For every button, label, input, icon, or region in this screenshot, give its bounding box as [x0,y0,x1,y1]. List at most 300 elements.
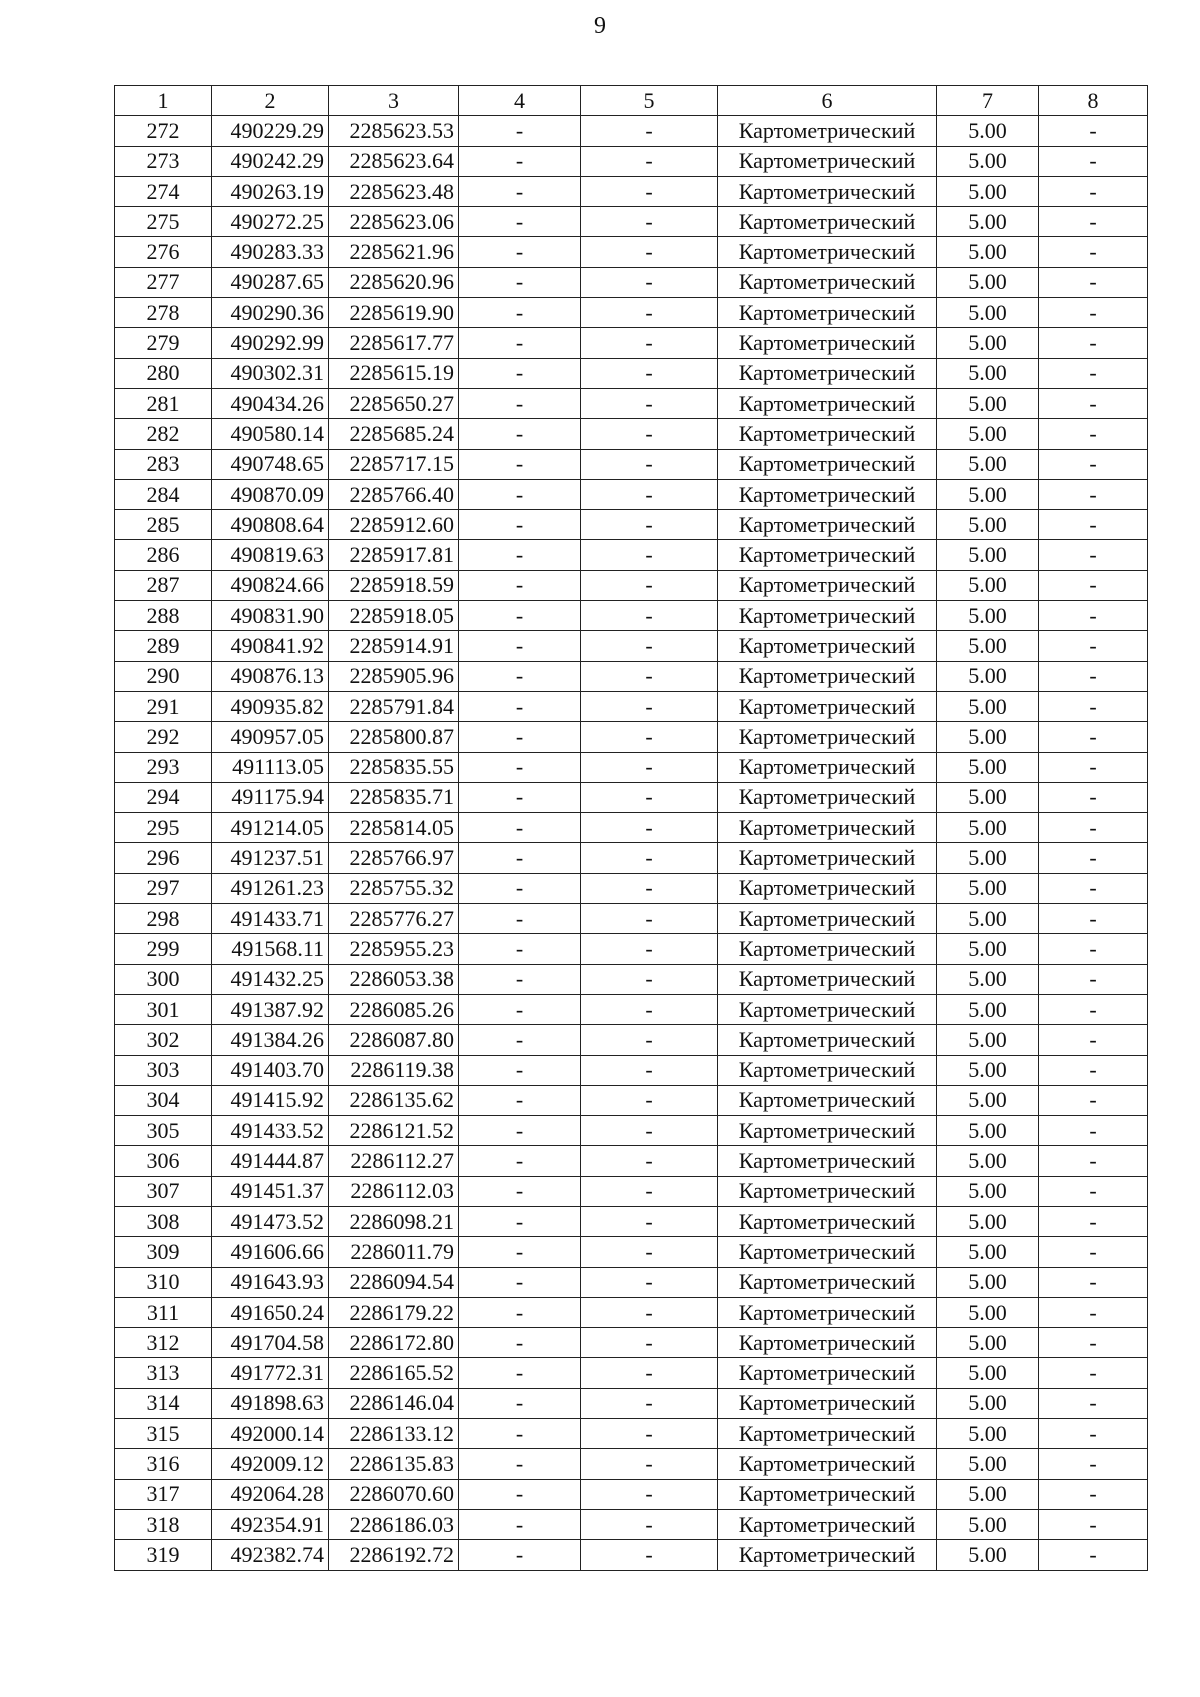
x-coordinate-cell: 490302.31 [212,358,329,388]
y-coordinate-cell: 2285791.84 [329,691,459,721]
method-cell: Картометрический [718,964,937,994]
point-number-cell: 318 [115,1509,212,1539]
accuracy-cell: 5.00 [937,419,1039,449]
point-number-cell: 310 [115,1267,212,1297]
accuracy-cell: 5.00 [937,146,1039,176]
y-coordinate-cell: 2285835.55 [329,752,459,782]
point-number-cell: 317 [115,1479,212,1509]
accuracy-cell: 5.00 [937,1146,1039,1176]
table-row [115,146,1148,176]
accuracy-cell: 5.00 [937,1479,1039,1509]
method-cell: Картометрический [718,994,937,1024]
point-number-cell: 294 [115,782,212,812]
y-coordinate-cell: 2286172.80 [329,1328,459,1358]
column-5-cell: - [581,419,718,449]
accuracy-cell: 5.00 [937,1267,1039,1297]
y-coordinate-cell: 2285623.48 [329,176,459,206]
column-8-cell: - [1039,146,1148,176]
method-cell: Картометрический [718,176,937,206]
column-5-cell: - [581,570,718,600]
table-row [115,813,1148,843]
point-number-cell: 275 [115,207,212,237]
x-coordinate-cell: 492064.28 [212,1479,329,1509]
x-coordinate-cell: 490290.36 [212,298,329,328]
column-5-cell: - [581,1540,718,1570]
method-cell: Картометрический [718,328,937,358]
accuracy-cell: 5.00 [937,358,1039,388]
column-4-cell: - [459,873,581,903]
table-row [115,722,1148,752]
table-row [115,479,1148,509]
column-4-cell: - [459,328,581,358]
column-5-cell: - [581,1267,718,1297]
point-number-cell: 291 [115,691,212,721]
x-coordinate-cell: 491451.37 [212,1176,329,1206]
method-cell: Картометрический [718,1206,937,1236]
table-row [115,1146,1148,1176]
column-5-cell: - [581,388,718,418]
column-4-cell: - [459,267,581,297]
method-cell: Картометрический [718,1479,937,1509]
column-8-cell: - [1039,752,1148,782]
point-number-cell: 293 [115,752,212,782]
x-coordinate-cell: 491433.71 [212,904,329,934]
column-header: 3 [329,86,459,116]
accuracy-cell: 5.00 [937,388,1039,418]
y-coordinate-cell: 2286011.79 [329,1237,459,1267]
column-4-cell: - [459,752,581,782]
x-coordinate-cell: 490876.13 [212,661,329,691]
y-coordinate-cell: 2286087.80 [329,1025,459,1055]
column-8-cell: - [1039,661,1148,691]
x-coordinate-cell: 490283.33 [212,237,329,267]
method-cell: Картометрический [718,1055,937,1085]
y-coordinate-cell: 2286119.38 [329,1055,459,1085]
y-coordinate-cell: 2285685.24 [329,419,459,449]
accuracy-cell: 5.00 [937,1206,1039,1236]
table-row [115,1025,1148,1055]
column-4-cell: - [459,1509,581,1539]
x-coordinate-cell: 490580.14 [212,419,329,449]
column-4-cell: - [459,1328,581,1358]
accuracy-cell: 5.00 [937,1085,1039,1115]
column-header: 8 [1039,86,1148,116]
y-coordinate-cell: 2285955.23 [329,934,459,964]
y-coordinate-cell: 2285776.27 [329,904,459,934]
column-8-cell: - [1039,691,1148,721]
accuracy-cell: 5.00 [937,661,1039,691]
accuracy-cell: 5.00 [937,843,1039,873]
table-row [115,964,1148,994]
column-5-cell: - [581,1297,718,1327]
column-5-cell: - [581,904,718,934]
accuracy-cell: 5.00 [937,1055,1039,1085]
method-cell: Картометрический [718,873,937,903]
accuracy-cell: 5.00 [937,631,1039,661]
column-8-cell: - [1039,1267,1148,1297]
table-row [115,601,1148,631]
table-row [115,691,1148,721]
column-5-cell: - [581,146,718,176]
method-cell: Картометрический [718,1146,937,1176]
y-coordinate-cell: 2285800.87 [329,722,459,752]
accuracy-cell: 5.00 [937,116,1039,146]
method-cell: Картометрический [718,146,937,176]
accuracy-cell: 5.00 [937,479,1039,509]
x-coordinate-cell: 491473.52 [212,1206,329,1236]
column-5-cell: - [581,540,718,570]
column-4-cell: - [459,691,581,721]
column-5-cell: - [581,116,718,146]
accuracy-cell: 5.00 [937,691,1039,721]
table-row [115,1449,1148,1479]
column-5-cell: - [581,328,718,358]
table-row [115,540,1148,570]
table-row [115,1176,1148,1206]
column-8-cell: - [1039,1025,1148,1055]
point-number-cell: 299 [115,934,212,964]
x-coordinate-cell: 491415.92 [212,1085,329,1115]
accuracy-cell: 5.00 [937,1116,1039,1146]
table-row [115,843,1148,873]
column-8-cell: - [1039,1206,1148,1236]
column-8-cell: - [1039,358,1148,388]
column-4-cell: - [459,1085,581,1115]
x-coordinate-cell: 492009.12 [212,1449,329,1479]
column-8-cell: - [1039,328,1148,358]
column-4-cell: - [459,1358,581,1388]
point-number-cell: 306 [115,1146,212,1176]
column-4-cell: - [459,964,581,994]
column-5-cell: - [581,1055,718,1085]
point-number-cell: 309 [115,1237,212,1267]
x-coordinate-cell: 490841.92 [212,631,329,661]
method-cell: Картометрический [718,631,937,661]
column-4-cell: - [459,1449,581,1479]
column-4-cell: - [459,1055,581,1085]
method-cell: Картометрический [718,1509,937,1539]
y-coordinate-cell: 2285766.40 [329,479,459,509]
accuracy-cell: 5.00 [937,1449,1039,1479]
accuracy-cell: 5.00 [937,722,1039,752]
x-coordinate-cell: 491175.94 [212,782,329,812]
method-cell: Картометрический [718,904,937,934]
table-row [115,1055,1148,1085]
column-4-cell: - [459,934,581,964]
accuracy-cell: 5.00 [937,964,1039,994]
column-8-cell: - [1039,964,1148,994]
y-coordinate-cell: 2286146.04 [329,1388,459,1418]
column-4-cell: - [459,1206,581,1236]
y-coordinate-cell: 2286070.60 [329,1479,459,1509]
column-5-cell: - [581,358,718,388]
accuracy-cell: 5.00 [937,237,1039,267]
accuracy-cell: 5.00 [937,1297,1039,1327]
table-row [115,1509,1148,1539]
column-8-cell: - [1039,207,1148,237]
method-cell: Картометрический [718,1085,937,1115]
accuracy-cell: 5.00 [937,994,1039,1024]
column-8-cell: - [1039,479,1148,509]
method-cell: Картометрический [718,1237,937,1267]
table-row [115,510,1148,540]
column-8-cell: - [1039,1358,1148,1388]
x-coordinate-cell: 490229.29 [212,116,329,146]
method-cell: Картометрический [718,1176,937,1206]
method-cell: Картометрический [718,237,937,267]
column-4-cell: - [459,1025,581,1055]
y-coordinate-cell: 2285623.06 [329,207,459,237]
y-coordinate-cell: 2286135.62 [329,1085,459,1115]
point-number-cell: 314 [115,1388,212,1418]
point-number-cell: 316 [115,1449,212,1479]
point-number-cell: 286 [115,540,212,570]
y-coordinate-cell: 2285623.64 [329,146,459,176]
y-coordinate-cell: 2285717.15 [329,449,459,479]
y-coordinate-cell: 2286053.38 [329,964,459,994]
table-row [115,298,1148,328]
x-coordinate-cell: 490272.25 [212,207,329,237]
column-5-cell: - [581,964,718,994]
x-coordinate-cell: 490957.05 [212,722,329,752]
x-coordinate-cell: 492382.74 [212,1540,329,1570]
point-number-cell: 292 [115,722,212,752]
column-4-cell: - [459,994,581,1024]
method-cell: Картометрический [718,752,937,782]
accuracy-cell: 5.00 [937,782,1039,812]
accuracy-cell: 5.00 [937,813,1039,843]
point-number-cell: 312 [115,1328,212,1358]
x-coordinate-cell: 490292.99 [212,328,329,358]
x-coordinate-cell: 490831.90 [212,601,329,631]
y-coordinate-cell: 2285619.90 [329,298,459,328]
x-coordinate-cell: 491403.70 [212,1055,329,1085]
column-5-cell: - [581,449,718,479]
point-number-cell: 300 [115,964,212,994]
column-4-cell: - [459,237,581,267]
x-coordinate-cell: 490819.63 [212,540,329,570]
column-4-cell: - [459,1116,581,1146]
table-row [115,1206,1148,1236]
column-5-cell: - [581,601,718,631]
point-number-cell: 308 [115,1206,212,1236]
method-cell: Картометрический [718,267,937,297]
table-row [115,661,1148,691]
column-4-cell: - [459,813,581,843]
column-5-cell: - [581,661,718,691]
method-cell: Картометрический [718,1358,937,1388]
accuracy-cell: 5.00 [937,176,1039,206]
column-5-cell: - [581,1025,718,1055]
table-row [115,449,1148,479]
table-row [115,1116,1148,1146]
table-row [115,1388,1148,1418]
column-4-cell: - [459,510,581,540]
column-4-cell: - [459,146,581,176]
method-cell: Картометрический [718,934,937,964]
method-cell: Картометрический [718,601,937,631]
x-coordinate-cell: 490824.66 [212,570,329,600]
column-5-cell: - [581,1146,718,1176]
table-row [115,388,1148,418]
column-5-cell: - [581,1116,718,1146]
table-row [115,419,1148,449]
x-coordinate-cell: 491643.93 [212,1267,329,1297]
table-row [115,782,1148,812]
table-row [115,237,1148,267]
accuracy-cell: 5.00 [937,752,1039,782]
accuracy-cell: 5.00 [937,1509,1039,1539]
table-row [115,1267,1148,1297]
table-row [115,631,1148,661]
point-number-cell: 289 [115,631,212,661]
point-number-cell: 302 [115,1025,212,1055]
x-coordinate-cell: 491772.31 [212,1358,329,1388]
column-5-cell: - [581,994,718,1024]
x-coordinate-cell: 492000.14 [212,1419,329,1449]
y-coordinate-cell: 2285912.60 [329,510,459,540]
method-cell: Картометрический [718,116,937,146]
column-5-cell: - [581,1085,718,1115]
column-8-cell: - [1039,1540,1148,1570]
column-4-cell: - [459,1540,581,1570]
accuracy-cell: 5.00 [937,1540,1039,1570]
column-8-cell: - [1039,782,1148,812]
column-5-cell: - [581,237,718,267]
column-5-cell: - [581,813,718,843]
method-cell: Картометрический [718,510,937,540]
column-4-cell: - [459,1297,581,1327]
x-coordinate-cell: 491704.58 [212,1328,329,1358]
page-number: 9 [594,13,606,39]
column-5-cell: - [581,1328,718,1358]
column-8-cell: - [1039,540,1148,570]
method-cell: Картометрический [718,479,937,509]
column-8-cell: - [1039,419,1148,449]
column-5-cell: - [581,782,718,812]
accuracy-cell: 5.00 [937,540,1039,570]
point-number-cell: 287 [115,570,212,600]
column-4-cell: - [459,1146,581,1176]
y-coordinate-cell: 2285835.71 [329,782,459,812]
column-4-cell: - [459,661,581,691]
table-row [115,994,1148,1024]
x-coordinate-cell: 491113.05 [212,752,329,782]
y-coordinate-cell: 2285766.97 [329,843,459,873]
y-coordinate-cell: 2286179.22 [329,1297,459,1327]
column-8-cell: - [1039,1297,1148,1327]
column-5-cell: - [581,934,718,964]
column-4-cell: - [459,116,581,146]
point-number-cell: 277 [115,267,212,297]
column-8-cell: - [1039,631,1148,661]
y-coordinate-cell: 2285650.27 [329,388,459,418]
column-5-cell: - [581,691,718,721]
column-4-cell: - [459,1419,581,1449]
y-coordinate-cell: 2286165.52 [329,1358,459,1388]
point-number-cell: 278 [115,298,212,328]
column-4-cell: - [459,358,581,388]
accuracy-cell: 5.00 [937,904,1039,934]
method-cell: Картометрический [718,1116,937,1146]
accuracy-cell: 5.00 [937,298,1039,328]
column-8-cell: - [1039,237,1148,267]
column-4-cell: - [459,1176,581,1206]
column-8-cell: - [1039,1146,1148,1176]
method-cell: Картометрический [718,298,937,328]
y-coordinate-cell: 2286192.72 [329,1540,459,1570]
method-cell: Картометрический [718,1388,937,1418]
point-number-cell: 301 [115,994,212,1024]
column-5-cell: - [581,479,718,509]
method-cell: Картометрический [718,1297,937,1327]
point-number-cell: 303 [115,1055,212,1085]
column-5-cell: - [581,176,718,206]
column-4-cell: - [459,1267,581,1297]
table-row [115,1237,1148,1267]
point-number-cell: 274 [115,176,212,206]
column-5-cell: - [581,267,718,297]
column-5-cell: - [581,1206,718,1236]
column-8-cell: - [1039,1449,1148,1479]
column-4-cell: - [459,419,581,449]
y-coordinate-cell: 2286133.12 [329,1419,459,1449]
x-coordinate-cell: 491261.23 [212,873,329,903]
column-8-cell: - [1039,994,1148,1024]
method-cell: Картометрический [718,661,937,691]
table-row [115,1358,1148,1388]
column-5-cell: - [581,1509,718,1539]
table-row [115,1328,1148,1358]
column-5-cell: - [581,1358,718,1388]
point-number-cell: 311 [115,1297,212,1327]
point-number-cell: 296 [115,843,212,873]
method-cell: Картометрический [718,358,937,388]
column-8-cell: - [1039,873,1148,903]
table-body [115,116,1148,1570]
accuracy-cell: 5.00 [937,1237,1039,1267]
column-8-cell: - [1039,176,1148,206]
x-coordinate-cell: 491384.26 [212,1025,329,1055]
column-8-cell: - [1039,116,1148,146]
column-4-cell: - [459,1237,581,1267]
x-coordinate-cell: 490287.65 [212,267,329,297]
y-coordinate-cell: 2286094.54 [329,1267,459,1297]
column-5-cell: - [581,1388,718,1418]
method-cell: Картометрический [718,1025,937,1055]
column-4-cell: - [459,722,581,752]
accuracy-cell: 5.00 [937,449,1039,479]
column-8-cell: - [1039,1116,1148,1146]
column-8-cell: - [1039,722,1148,752]
x-coordinate-cell: 490870.09 [212,479,329,509]
column-5-cell: - [581,1176,718,1206]
column-8-cell: - [1039,267,1148,297]
y-coordinate-cell: 2285917.81 [329,540,459,570]
x-coordinate-cell: 490434.26 [212,388,329,418]
y-coordinate-cell: 2286112.03 [329,1176,459,1206]
method-cell: Картометрический [718,691,937,721]
table-row [115,904,1148,934]
table-row [115,1297,1148,1327]
y-coordinate-cell: 2286135.83 [329,1449,459,1479]
column-8-cell: - [1039,1328,1148,1358]
y-coordinate-cell: 2285615.19 [329,358,459,388]
point-number-cell: 281 [115,388,212,418]
point-number-cell: 279 [115,328,212,358]
column-5-cell: - [581,1449,718,1479]
column-4-cell: - [459,176,581,206]
